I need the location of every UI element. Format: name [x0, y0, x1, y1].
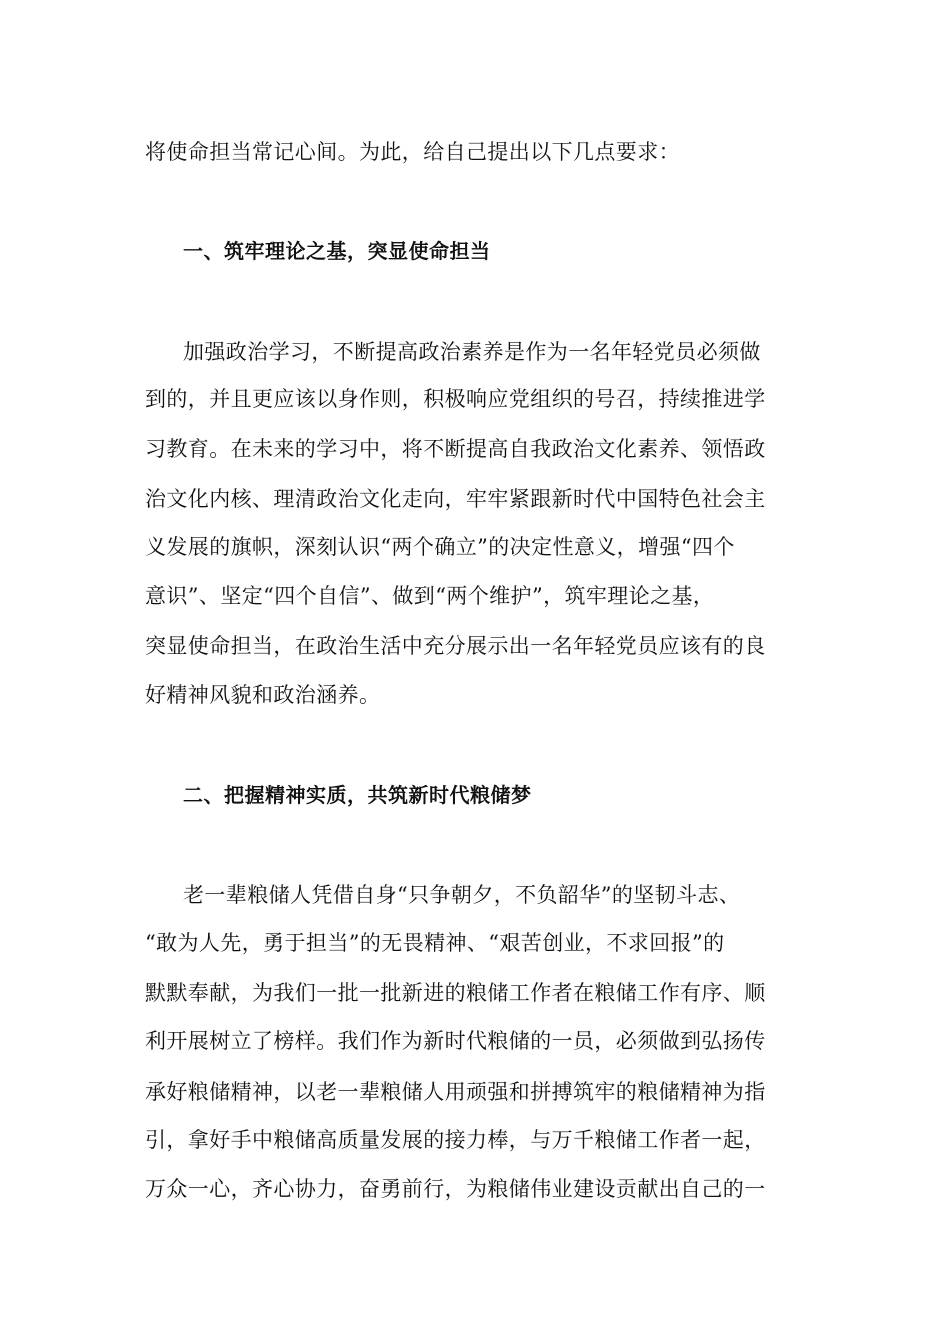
section1-line-1: 加强政治学习，不断提高政治素养是作为一名年轻党员必须做: [183, 340, 761, 364]
section2-line-4: 利开展树立了榜样。我们作为新时代粮储的一员，必须做到弘扬传: [145, 1029, 766, 1053]
section2-line-6: 引，拿好手中粮储高质量发展的接力棒，与万千粮储工作者一起，: [145, 1128, 766, 1152]
section2-line-2: “敢为人先，勇于担当”的无畏精神、“艰苦创业，不求回报”的: [145, 931, 725, 955]
section1-line-4: 治文化内核、理清政治文化走向，牢牢紧跟新时代中国特色社会主: [145, 487, 766, 511]
section2-line-5: 承好粮储精神，以老一辈粮储人用顽强和拼搏筑牢的粮储精神为指: [145, 1080, 766, 1104]
intro-line: 将使命担当常记心间。为此，给自己提出以下几点要求：: [145, 140, 680, 164]
section1-line-5: 义发展的旗帜，深刻认识“两个确立”的决定性意义，增强“四个: [145, 535, 735, 559]
section1-line-6: 意识”、坚定“四个自信”、做到“两个维护”，筑牢理论之基，: [145, 584, 715, 608]
section1-heading: 一、筑牢理论之基，突显使命担当: [183, 239, 491, 263]
section2-heading: 二、把握精神实质，共筑新时代粮储梦: [183, 783, 532, 807]
section2-line-7: 万众一心，齐心协力，奋勇前行，为粮储伟业建设贡献出自己的一: [145, 1177, 766, 1201]
section2-line-3: 默默奉献，为我们一批一批新进的粮储工作者在粮储工作有序、顺: [145, 981, 766, 1005]
section1-line-8: 好精神风貌和政治涵养。: [145, 683, 381, 707]
section1-line-7: 突显使命担当，在政治生活中充分展示出一名年轻党员应该有的良: [145, 634, 766, 658]
section1-line-3: 习教育。在未来的学习中，将不断提高自我政治文化素养、领悟政: [145, 437, 766, 461]
section1-line-2: 到的，并且更应该以身作则，积极响应党组织的号召，持续推进学: [145, 387, 766, 411]
section2-line-1: 老一辈粮储人凭借自身“只争朝夕，不负韶华”的坚韧斗志、: [183, 883, 741, 907]
